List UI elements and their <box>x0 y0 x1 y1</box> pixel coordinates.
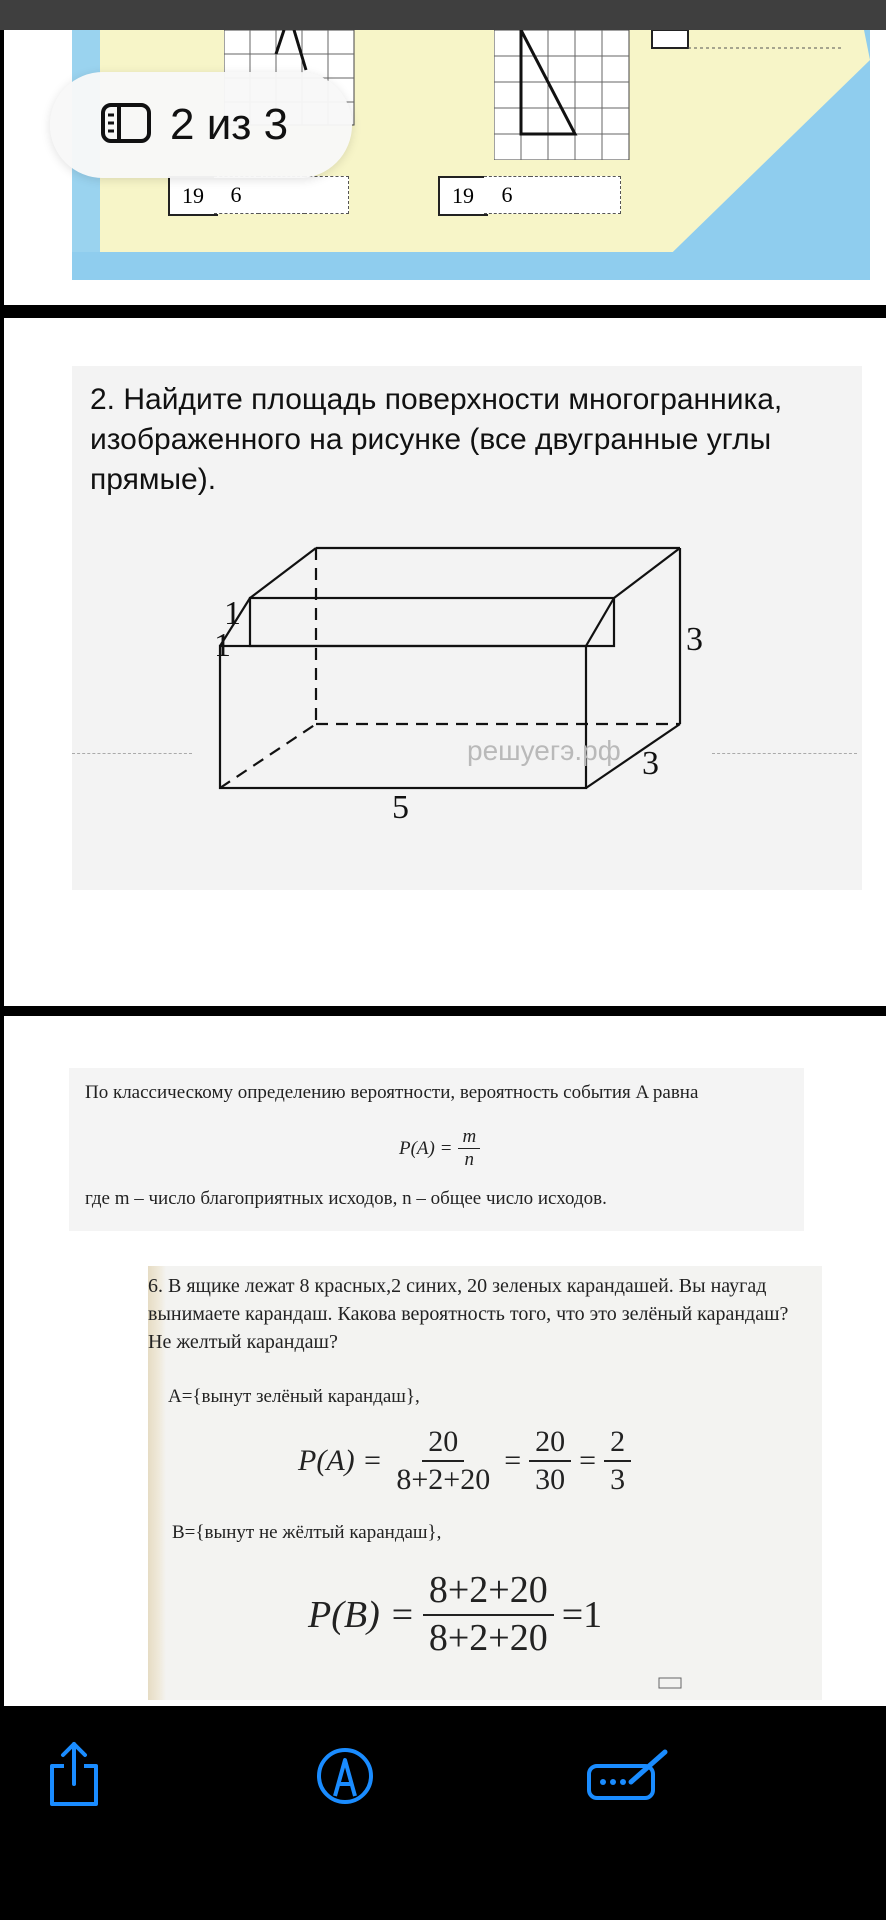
pa-fraction-1 <box>390 1424 496 1498</box>
probability-definition-panel <box>69 1068 804 1231</box>
pb-lhs: P(B) = <box>308 1593 415 1636</box>
formula-numerator: m <box>458 1126 480 1149</box>
answer-cell-1a: 6 <box>214 176 259 214</box>
pa-fraction-3 <box>604 1424 631 1498</box>
answer-cell-1b <box>258 176 305 214</box>
task-6-text: 6. В ящике лежат 8 красных,2 синих, 20 зеленых карандашей. Вы наугад вынимаете карандаш. Какова вероятность того, что это зелёный карандаш? Не желтый карандаш? <box>148 1275 789 1353</box>
document-page-2 <box>4 318 886 1006</box>
markup-button[interactable] <box>315 1746 375 1811</box>
formula-fraction <box>458 1126 480 1171</box>
label-top-step: 1 <box>224 595 241 632</box>
pb-num: 8+2+20 <box>423 1568 554 1616</box>
formula-lhs: P(A) = <box>399 1137 453 1159</box>
page-counter-text: 2 из 3 <box>170 100 289 149</box>
pb-den: 8+2+20 <box>428 1616 548 1659</box>
sidebar-toggle-icon[interactable] <box>100 102 152 149</box>
equals-sign: = <box>504 1444 522 1477</box>
question-2-text: 2. Найдите площадь поверхности многогранника, изображенного на рисунке (все двугранные углы прямые). <box>90 383 783 496</box>
label-height: 3 <box>686 621 703 658</box>
definition-line-1: По классическому определению вероятности, вероятность события A равна <box>85 1082 699 1103</box>
pa-formula <box>298 1424 639 1498</box>
logo-fragment-icon <box>658 1676 684 1690</box>
pb-result: =1 <box>561 1593 603 1636</box>
answer-cell-2c <box>576 176 621 214</box>
equals-sign: = <box>579 1444 597 1477</box>
pb-formula <box>308 1568 602 1661</box>
pa-frac3-den: 3 <box>610 1463 626 1496</box>
document-page-3 <box>4 1016 886 1706</box>
answer-box-1: 19 <box>168 176 218 216</box>
answer-cell-2b <box>530 176 577 214</box>
polyhedron-figure <box>72 496 862 876</box>
pa-frac2-num: 20 <box>529 1424 571 1462</box>
definition-formula <box>399 1126 480 1171</box>
pa-frac2-den: 30 <box>535 1463 566 1496</box>
pa-frac1-num: 20 <box>422 1424 464 1462</box>
pa-fraction-2 <box>529 1424 571 1498</box>
divider-right <box>712 753 857 754</box>
corner-logo-fragment <box>658 1676 684 1695</box>
share-button[interactable] <box>44 1740 104 1815</box>
event-a: A={вынут зелёный карандаш}, <box>168 1386 420 1407</box>
top-status-strip <box>0 0 886 30</box>
label-width: 5 <box>392 789 409 826</box>
answer-box-2: 19 <box>438 176 488 216</box>
label-depth: 3 <box>642 745 659 782</box>
definition-line-2: где m – число благоприятных исходов, n – общее число исходов. <box>85 1188 607 1209</box>
pa-frac3-num: 2 <box>604 1424 631 1462</box>
markup-icon <box>315 1746 375 1806</box>
answer-cell-2a: 6 <box>484 176 531 214</box>
page-counter[interactable] <box>50 72 352 178</box>
pa-frac1-den: 8+2+20 <box>396 1463 491 1496</box>
divider-left <box>72 753 192 754</box>
formula-denominator: n <box>464 1149 475 1170</box>
keyboard-pencil-icon <box>585 1748 671 1804</box>
keyboard-pencil-button[interactable] <box>585 1748 671 1809</box>
bottom-toolbar <box>0 1706 886 1920</box>
answer-row-top-fragment <box>644 30 844 60</box>
pb-fraction <box>423 1568 554 1661</box>
question-2-panel <box>72 366 862 890</box>
label-mid-step: 1 <box>214 627 231 664</box>
watermark: решуегэ.рф <box>467 735 621 766</box>
pa-lhs: P(A) = <box>298 1444 383 1477</box>
share-icon <box>44 1740 104 1810</box>
task-6-panel <box>148 1266 822 1700</box>
grid-figure-2 <box>494 30 634 160</box>
answer-cell-1c <box>304 176 349 214</box>
event-b: B={вынут не жёлтый карандаш}, <box>172 1522 442 1543</box>
